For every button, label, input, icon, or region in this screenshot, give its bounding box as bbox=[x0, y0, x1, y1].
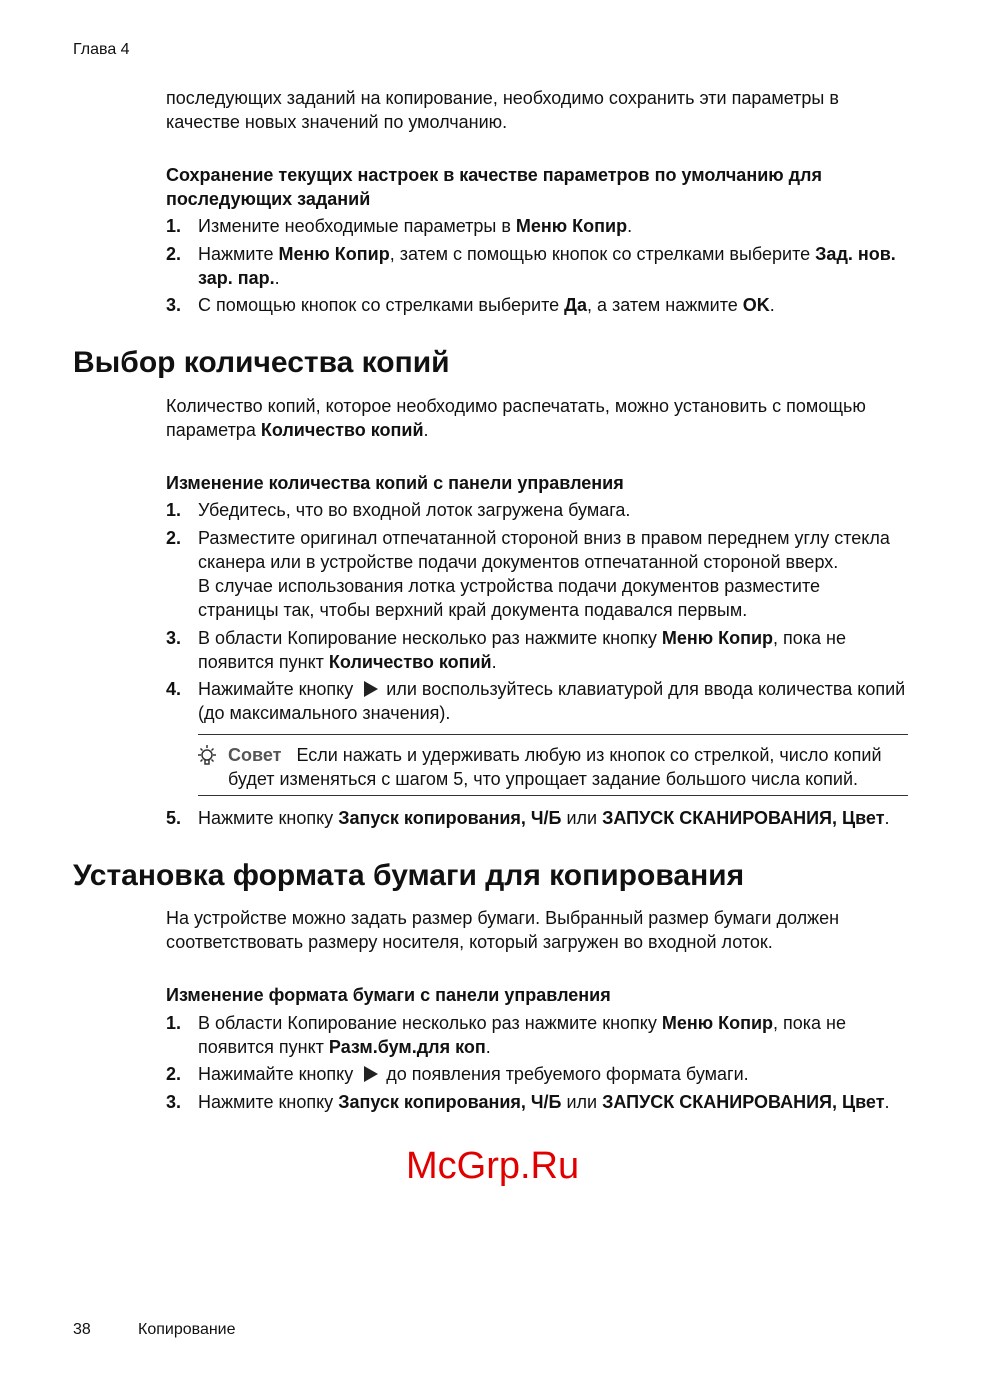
step-text: до появления требуемого формата бумаги. bbox=[381, 1064, 749, 1084]
step-number: 5. bbox=[166, 808, 182, 828]
step-number: 3. bbox=[166, 628, 182, 648]
step-number: 2. bbox=[166, 528, 182, 548]
tip-label: Совет bbox=[228, 745, 282, 765]
step-text: . bbox=[485, 1037, 491, 1057]
section-heading-copies: Выбор количества копий bbox=[73, 346, 450, 379]
step-bold: Меню Копир bbox=[661, 1013, 774, 1033]
para-text: . bbox=[423, 420, 429, 440]
step-number: 1. bbox=[166, 1013, 182, 1033]
step-bold: OK bbox=[742, 295, 770, 315]
tip-top-divider bbox=[198, 734, 908, 735]
step-text: В области Копирование несколько раз нажмите кнопку bbox=[198, 1013, 662, 1033]
section-heading-paper: Установка формата бумаги для копирования bbox=[73, 859, 745, 892]
step-number: 3. bbox=[166, 295, 182, 315]
lightbulb-icon bbox=[196, 743, 228, 791]
step-bold: Запуск копирования, Ч/Б bbox=[338, 1092, 562, 1112]
step-number: 3. bbox=[166, 1092, 182, 1112]
page-content bbox=[0, 86, 1000, 1188]
para-text: Количество копий, которое необходимо распечатать, можно установить с помощью параметра bbox=[166, 396, 866, 440]
step-text: Нажмите кнопку bbox=[198, 808, 339, 828]
step-text: Нажмите кнопку bbox=[198, 1092, 339, 1112]
step-text: . bbox=[627, 216, 633, 236]
right-arrow-icon bbox=[364, 1066, 378, 1082]
step-text: Нажмите bbox=[198, 244, 279, 264]
watermark: McGrp.Ru bbox=[406, 1145, 580, 1187]
para-bold: Количество копий bbox=[260, 420, 424, 440]
step-text: . bbox=[884, 808, 890, 828]
chapter-label: Глава 4 bbox=[73, 41, 130, 58]
save-defaults-title: Сохранение текущих настроек в качестве параметров по умолчанию для последующих заданий bbox=[166, 165, 822, 209]
step-text: , пока не появится пункт bbox=[198, 628, 847, 672]
step-text: С помощью кнопок со стрелками выберите bbox=[198, 295, 565, 315]
intro-paragraph: последующих заданий на копирование, необходимо сохранить эти параметры в качестве новых значений по умолчанию. bbox=[166, 88, 839, 132]
step-bold: Запуск копирования, Ч/Б bbox=[338, 808, 562, 828]
step-number: 1. bbox=[166, 500, 182, 520]
copies-subheading: Изменение количества копий с панели управления bbox=[166, 473, 624, 493]
list-item bbox=[166, 498, 911, 522]
tip-text: Если нажать и удерживать любую из кнопок со стрелкой, число копий будет изменяться с шагом 5, что упрощает задание большого числа копий. bbox=[228, 745, 882, 789]
copies-paragraph bbox=[166, 394, 911, 442]
list-item bbox=[166, 677, 911, 725]
step-text: . bbox=[884, 1092, 890, 1112]
step-text: Убедитесь, что во входной лоток загружена бумага. bbox=[198, 500, 631, 520]
step-text: , затем с помощью кнопок со стрелками выберите bbox=[389, 244, 816, 264]
list-item bbox=[166, 1062, 911, 1086]
step-text: . bbox=[274, 268, 280, 288]
tip-box bbox=[196, 743, 908, 791]
step-note: В случае использования лотка устройства подачи документов разместите страницы так, чтобы верхний край документа подавался первым. bbox=[198, 576, 821, 620]
step-text: . bbox=[491, 652, 497, 672]
step-number: 2. bbox=[166, 1064, 182, 1084]
step-bold: Меню Копир bbox=[278, 244, 390, 264]
step-bold: ЗАПУСК СКАНИРОВАНИЯ, Цвет bbox=[602, 808, 885, 828]
step-bold: Меню Копир bbox=[515, 216, 628, 236]
list-item bbox=[166, 1011, 911, 1059]
step-text: или bbox=[561, 1092, 603, 1112]
step-bold: Количество копий bbox=[328, 652, 492, 672]
list-item bbox=[166, 1090, 891, 1114]
page-number: 38 bbox=[73, 1321, 91, 1338]
step-bold: Да bbox=[564, 295, 587, 315]
paper-paragraph: На устройстве можно задать размер бумаги. Выбранный размер бумаги должен соответствовать размеру носителя, который загружен во входной лоток. bbox=[166, 908, 840, 952]
step-text: , а затем нажмите bbox=[586, 295, 743, 315]
step-text: Разместите оригинал отпечатанной стороной вниз в правом переднем углу стекла сканера или в устройстве подачи документов отпечатанной стороной вверх. bbox=[198, 528, 890, 572]
list-item bbox=[166, 526, 891, 622]
step-text: или bbox=[561, 808, 603, 828]
step-bold: ЗАПУСК СКАНИРОВАНИЯ, Цвет bbox=[602, 1092, 885, 1112]
step-bold: Разм.бум.для коп bbox=[328, 1037, 486, 1057]
list-item bbox=[166, 293, 911, 317]
step-number: 4. bbox=[166, 679, 182, 699]
step-text: Нажимайте кнопку bbox=[198, 1064, 359, 1084]
step-text: В области Копирование несколько раз нажмите кнопку bbox=[198, 628, 662, 648]
footer-section: Копирование bbox=[138, 1321, 236, 1338]
step-text: или воспользуйтесь клавиатурой для ввода количества копий (до максимального значения). bbox=[198, 679, 906, 723]
tip-bottom-divider bbox=[198, 795, 908, 796]
step-bold: Меню Копир bbox=[661, 628, 774, 648]
step-bold: Зад. нов. зар. пар. bbox=[198, 244, 896, 288]
list-item bbox=[166, 214, 911, 238]
list-item bbox=[166, 806, 891, 830]
step-number: 2. bbox=[166, 244, 182, 264]
list-item bbox=[166, 242, 911, 290]
list-item bbox=[166, 626, 911, 674]
step-text: Измените необходимые параметры в bbox=[198, 216, 516, 236]
step-text: . bbox=[769, 295, 775, 315]
step-text: Нажимайте кнопку bbox=[198, 679, 359, 699]
step-number: 1. bbox=[166, 216, 182, 236]
step-text: , пока не появится пункт bbox=[198, 1013, 847, 1057]
paper-subheading: Изменение формата бумаги с панели управления bbox=[166, 985, 611, 1005]
right-arrow-icon bbox=[364, 681, 378, 697]
